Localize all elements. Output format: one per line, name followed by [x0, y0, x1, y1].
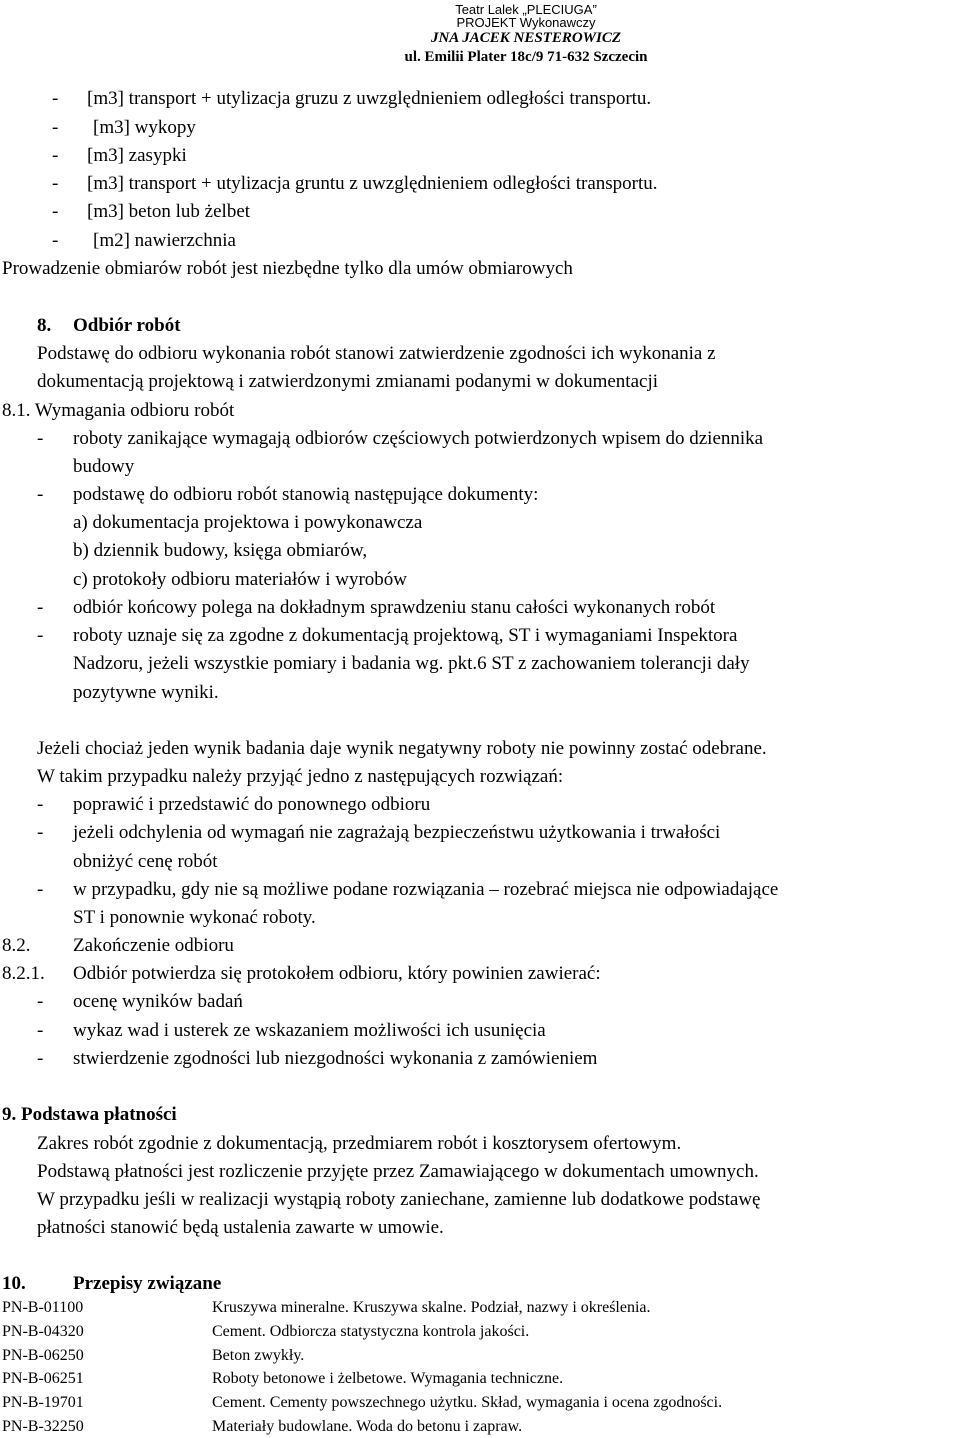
- section-10-number: 10.: [2, 1273, 26, 1294]
- paragraph-line: Zakres robót zgodnie z dokumentacją, przedmiarem robót i kosztorysem ofertowym.: [37, 1133, 682, 1154]
- subsection-8-2-number: 8.2.: [2, 935, 31, 956]
- paragraph-line: Podstawą płatności jest rozliczenie przyjęte przez Zamawiającego w dokumentach umownych.: [37, 1161, 759, 1182]
- list-item-continuation: ST i ponownie wykonać roboty.: [73, 907, 316, 928]
- list-bullet: -: [52, 230, 59, 251]
- list-item: ocenę wyników badań: [73, 991, 243, 1012]
- norm-code: PN-B-04320: [2, 1323, 84, 1340]
- paragraph-line: W przypadku jeśli w realizacji wystąpią roboty zaniechane, zamienne lub dodatkowe podstawę: [37, 1189, 761, 1210]
- norm-code: PN-B-19701: [2, 1394, 84, 1411]
- list-item: [m3] zasypki: [87, 145, 187, 166]
- list-item: stwierdzenie zgodności lub niezgodności wykonania z zamówieniem: [73, 1048, 598, 1069]
- header-company: JNA JACEK NESTEROWICZ: [430, 30, 622, 46]
- document-item: a) dokumentacja projektowa i powykonawcza: [73, 512, 423, 533]
- list-item: [m2] nawierzchnia: [93, 230, 236, 251]
- header-theatre-name: Teatr Lalek „PLECIUGA”: [455, 2, 597, 17]
- section-8-number: 8.: [37, 315, 52, 336]
- list-item: [m3] transport + utylizacja gruntu z uwzględnieniem odległości transportu.: [87, 173, 658, 194]
- list-bullet: -: [37, 625, 44, 646]
- header-project-type: PROJEKT Wykonawczy: [456, 15, 596, 30]
- measurement-note: Prowadzenie obmiarów robót jest niezbędne tylko dla umów obmiarowych: [2, 258, 573, 279]
- norm-title: Kruszywa mineralne. Kruszywa skalne. Podział, nazwy i określenia.: [212, 1299, 651, 1316]
- list-item: [m3] beton lub żelbet: [87, 201, 251, 222]
- list-bullet: -: [37, 991, 44, 1012]
- subsection-8-1-heading: 8.1. Wymagania odbioru robót: [2, 400, 235, 421]
- list-bullet: -: [52, 201, 59, 222]
- list-item-continuation: Nadzoru, jeżeli wszystkie pomiary i badania wg. pkt.6 ST z zachowaniem tolerancji dały: [73, 653, 750, 674]
- document-item: c) protokoły odbioru materiałów i wyrobów: [73, 569, 408, 590]
- list-item: w przypadku, gdy nie są możliwe podane rozwiązania – rozebrać miejsca nie odpowiadające: [73, 879, 779, 900]
- norm-code: PN-B-06251: [2, 1370, 84, 1387]
- norm-title: Cement. Odbiorcza statystyczna kontrola jakości.: [212, 1323, 530, 1340]
- list-bullet: -: [52, 145, 59, 166]
- list-bullet: -: [37, 1048, 44, 1069]
- list-item-continuation: pozytywne wyniki.: [73, 682, 219, 703]
- subsection-8-2-1-text: Odbiór potwierdza się protokołem odbioru, który powinien zawierać:: [73, 963, 601, 984]
- paragraph-line: płatności stanowić będą ustalenia zawarte w umowie.: [37, 1217, 444, 1238]
- paragraph-line: W takim przypadku należy przyjąć jedno z następujących rozwiązań:: [37, 766, 564, 787]
- list-bullet: -: [52, 117, 59, 138]
- list-item: odbiór końcowy polega na dokładnym sprawdzeniu stanu całości wykonanych robót: [73, 597, 716, 618]
- list-item: jeżeli odchylenia od wymagań nie zagrażają bezpieczeństwu użytkowania i trwałości: [73, 822, 721, 843]
- norm-title: Cement. Cementy powszechnego użytku. Skład, wymagania i ocena zgodności.: [212, 1394, 723, 1411]
- section-9-heading: 9. Podstawa płatności: [2, 1104, 177, 1125]
- list-item: [m3] transport + utylizacja gruzu z uwzględnieniem odległości transportu.: [87, 88, 652, 109]
- list-item: roboty zanikające wymagają odbiorów częściowych potwierdzonych wpisem do dziennika: [73, 428, 764, 449]
- list-bullet: -: [37, 879, 44, 900]
- paragraph-line: Podstawę do odbioru wykonania robót stanowi zatwierdzenie zgodności ich wykonania z: [37, 343, 716, 364]
- list-bullet: -: [37, 428, 44, 449]
- norm-code: PN-B-06250: [2, 1347, 84, 1364]
- list-item: roboty uznaje się za zgodne z dokumentacją projektową, ST i wymaganiami Inspektora: [73, 625, 738, 646]
- list-item-continuation: budowy: [73, 456, 135, 477]
- paragraph-line: dokumentacją projektową i zatwierdzonymi zmianami podanymi w dokumentacji: [37, 371, 659, 392]
- list-item: [m3] wykopy: [93, 117, 196, 138]
- list-item: poprawić i przedstawić do ponownego odbioru: [73, 794, 431, 815]
- list-bullet: -: [37, 484, 44, 505]
- norm-title: Materiały budowlane. Woda do betonu i zapraw.: [212, 1418, 523, 1435]
- list-bullet: -: [37, 597, 44, 618]
- list-bullet: -: [37, 794, 44, 815]
- list-bullet: -: [52, 88, 59, 109]
- list-item: podstawę do odbioru robót stanowią następujące dokumenty:: [73, 484, 539, 505]
- list-item: wykaz wad i usterek ze wskazaniem możliwości ich usunięcia: [73, 1020, 546, 1041]
- norm-code: PN-B-32250: [2, 1418, 84, 1435]
- subsection-8-2-1-number: 8.2.1.: [2, 963, 45, 984]
- paragraph-line: Jeżeli chociaż jeden wynik badania daje wynik negatywny roboty nie powinny zostać odebrane.: [37, 738, 767, 759]
- document-item: b) dziennik budowy, księga obmiarów,: [73, 540, 368, 561]
- norm-title: Roboty betonowe i żelbetowe. Wymagania techniczne.: [212, 1370, 564, 1387]
- list-bullet: -: [37, 1020, 44, 1041]
- list-item-continuation: obniżyć cenę robót: [73, 851, 218, 872]
- list-bullet: -: [52, 173, 59, 194]
- subsection-8-2-title: Zakończenie odbioru: [73, 935, 234, 956]
- list-bullet: -: [37, 822, 44, 843]
- section-10-title: Przepisy związane: [73, 1273, 222, 1294]
- norm-title: Beton zwykły.: [212, 1347, 305, 1364]
- section-8-title: Odbiór robót: [73, 315, 181, 336]
- header-address: ul. Emilii Plater 18c/9 71-632 Szczecin: [404, 49, 648, 65]
- norm-code: PN-B-01100: [2, 1299, 84, 1316]
